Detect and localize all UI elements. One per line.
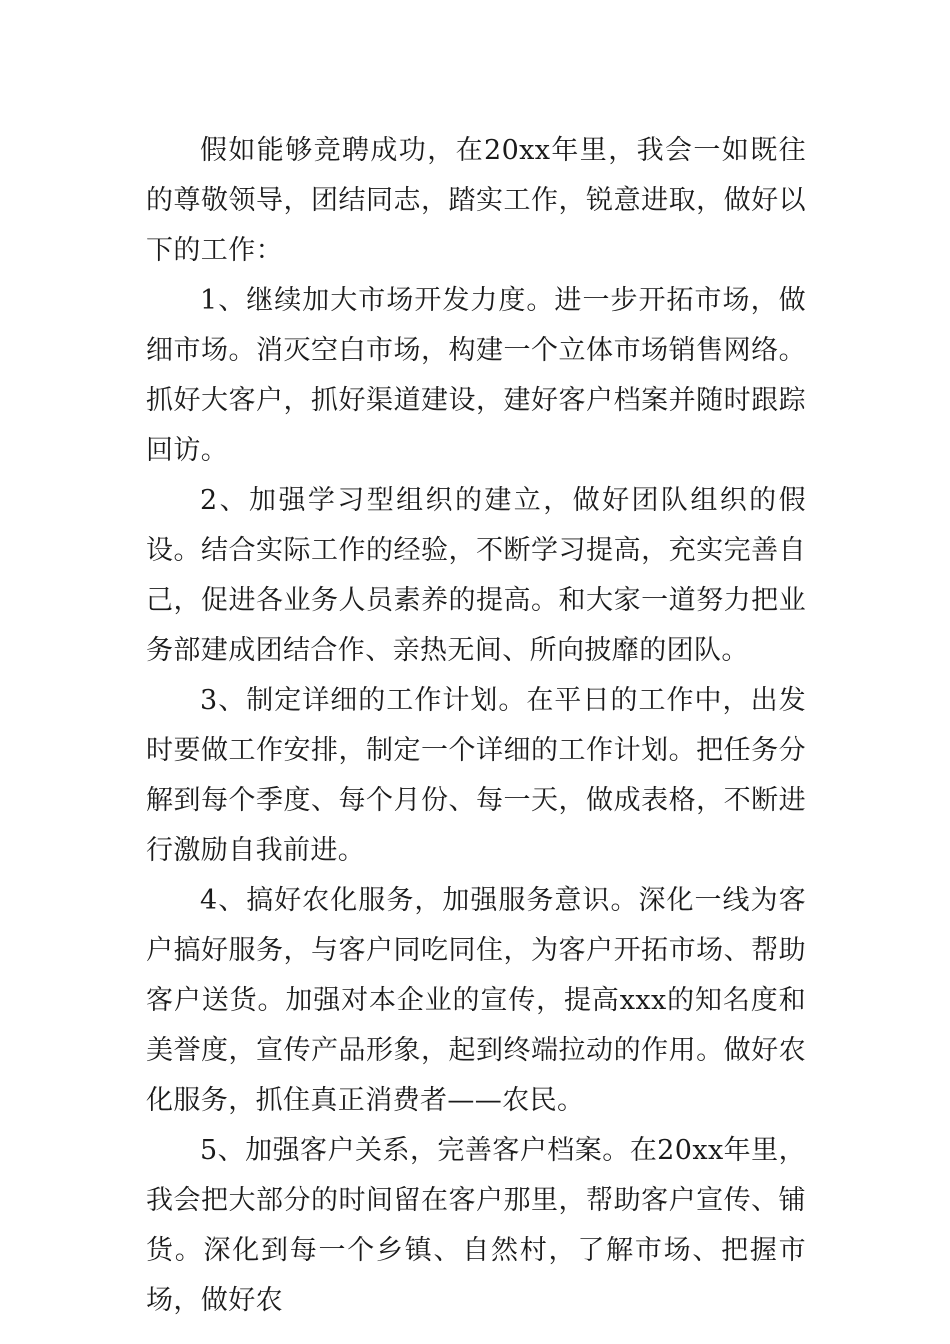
paragraph-item-1: 1、继续加大市场开发力度。进一步开拓市场，做细市场。消灭空白市场，构建一个立体市场销售网络。抓好大客户，抓好渠道建设，建好客户档案并随时跟踪回访。 [146,285,806,466]
paragraph-item-4: 4、搞好农化服务，加强服务意识。深化一线为客户搞好服务，与客户同吃同住，为客户开拓市场、帮助客户送货。加强对本企业的宣传，提高xxx的知名度和美誉度，宣传产品形象，起到终端拉动的作用。做好农化服务，抓住真正消费者——农民。 [146,885,806,1116]
paragraph-item-3: 3、制定详细的工作计划。在平日的工作中，出发时要做工作安排，制定一个详细的工作计划。把任务分解到每个季度、每个月份、每一天，做成表格，不断进行激励自我前进。 [146,685,806,866]
document-body [146,126,806,1326]
paragraph-intro: 假如能够竞聘成功，在20xx年里，我会一如既往的尊敬领导，团结同志，踏实工作，锐意进取，做好以下的工作： [146,135,806,266]
paragraph-item-2: 2、加强学习型组织的建立，做好团队组织的假设。结合实际工作的经验，不断学习提高，充实完善自己，促进各业务人员素养的提高。和大家一道努力把业务部建成团结合作、亲热无间、所向披靡的团队。 [146,485,806,666]
paragraph-item-5: 5、加强客户关系，完善客户档案。在20xx年里，我会把大部分的时间留在客户那里，帮助客户宣传、铺货。深化到每一个乡镇、自然村，了解市场、把握市场，做好农 [146,1135,806,1316]
